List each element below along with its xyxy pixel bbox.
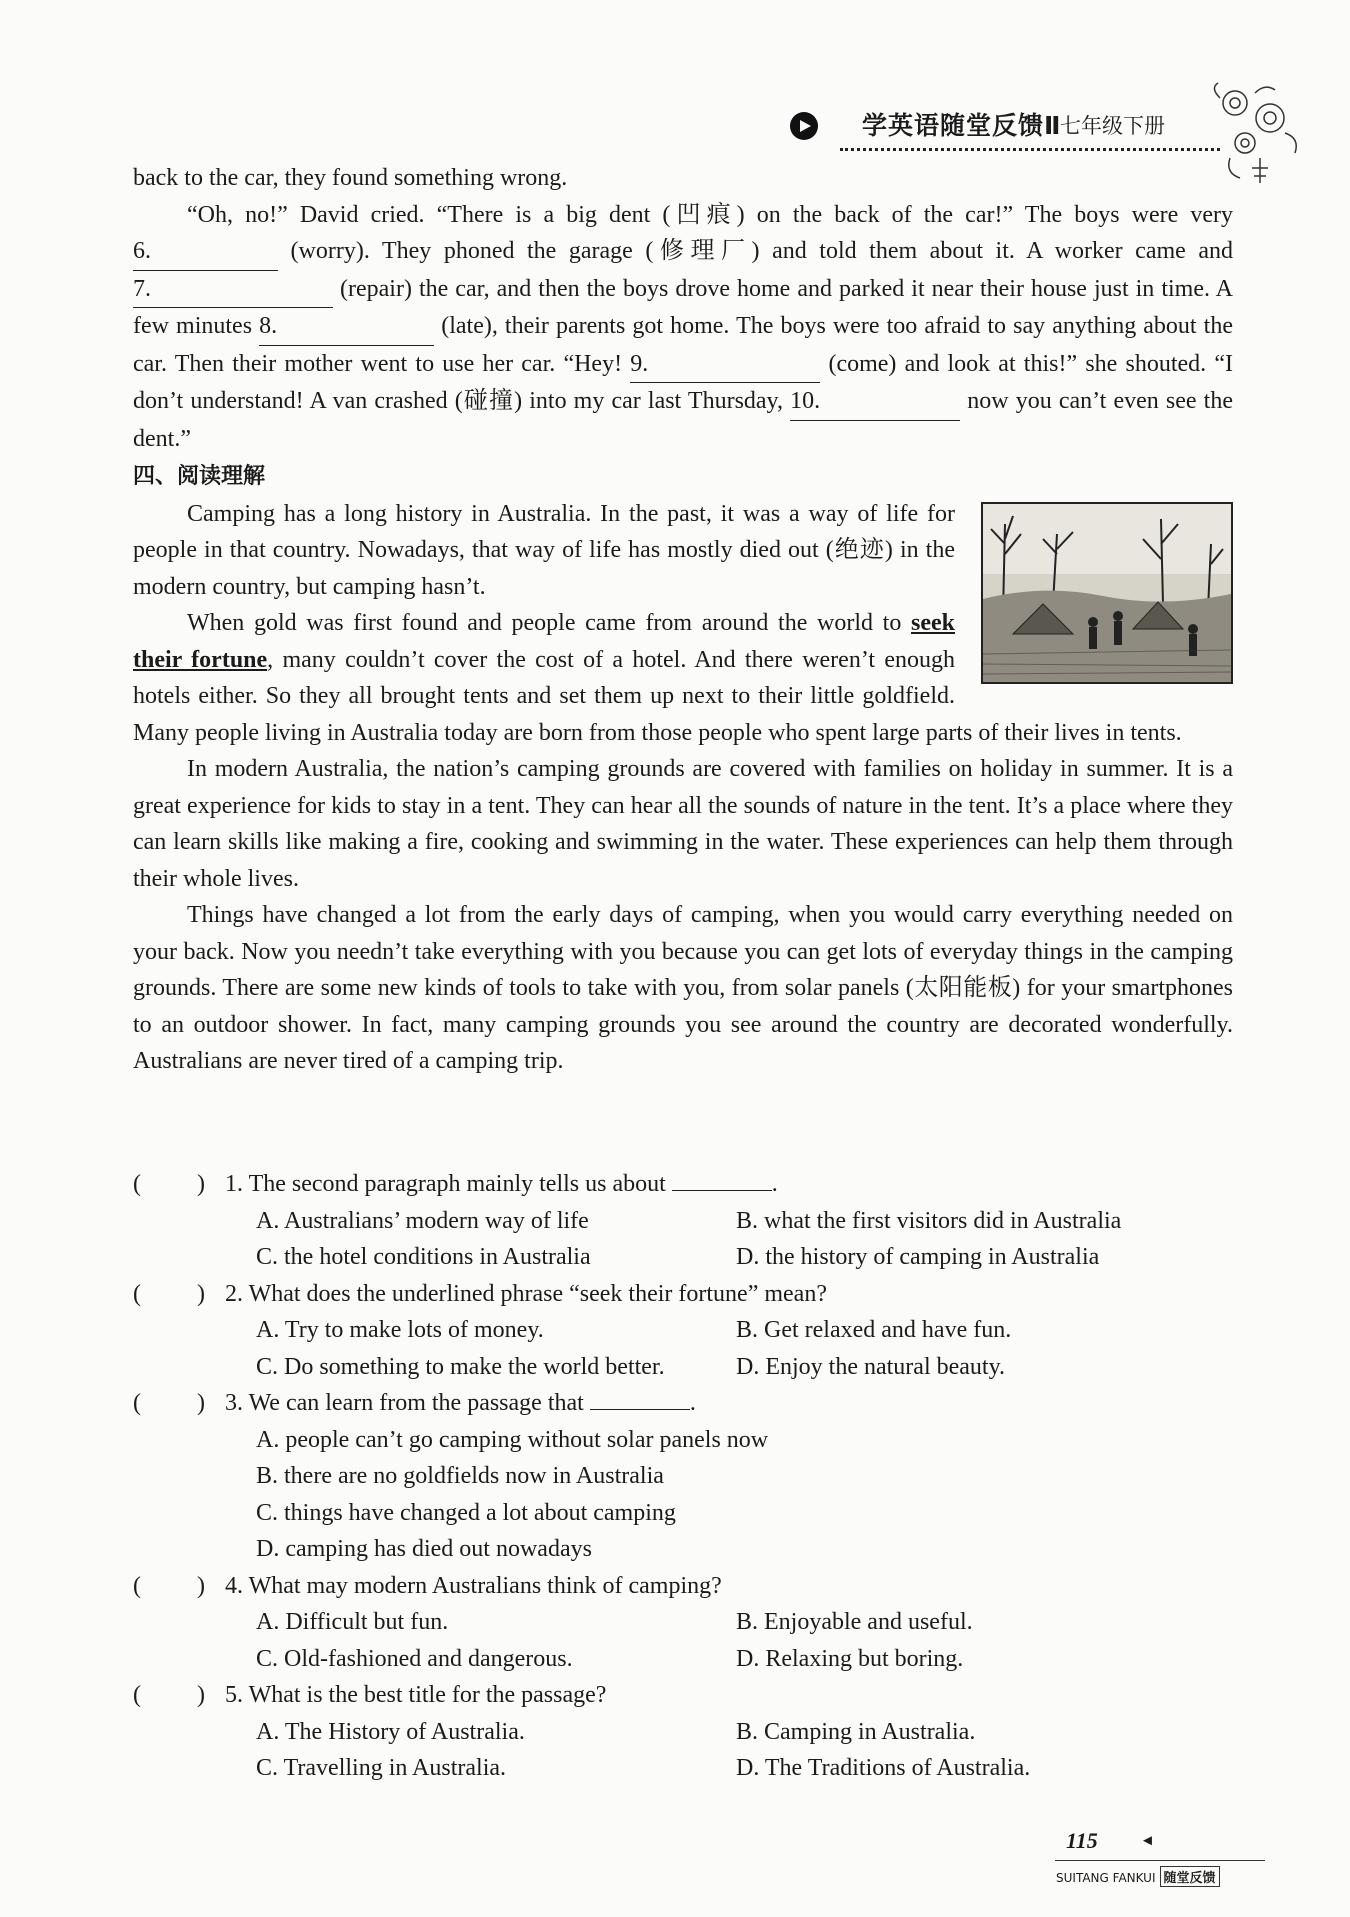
reading-passage — [133, 496, 1233, 1080]
answer-blank[interactable] — [672, 1190, 772, 1191]
main-content — [133, 160, 1233, 1080]
section-title: 四、阅读理解 — [133, 464, 266, 489]
option-c[interactable]: C. Old-fashioned and dangerous. — [256, 1645, 573, 1672]
option-b[interactable]: B. Enjoyable and useful. — [736, 1609, 973, 1635]
cloze-blank-10[interactable]: 10. — [790, 383, 960, 421]
arrow-left-icon: ◄ — [1140, 1833, 1155, 1849]
page-number: 115 — [1066, 1828, 1098, 1853]
option-d[interactable]: D. Relaxing but boring. — [736, 1645, 964, 1672]
question-stem: 1. The second paragraph mainly tells us about . — [225, 1171, 778, 1197]
option-a[interactable]: A. people can’t go camping without solar panels now — [256, 1426, 769, 1453]
option-d[interactable]: D. Enjoy the natural beauty. — [736, 1353, 1006, 1380]
cloze-blank-8[interactable]: 8. — [259, 308, 434, 346]
underlined-phrase: seek their fortune — [133, 610, 955, 673]
option-d[interactable]: D. the history of camping in Australia — [736, 1244, 1100, 1270]
option-d[interactable]: D. The Traditions of Australia. — [736, 1755, 1031, 1781]
footer-brand: SUITANG FANKUI 随堂反馈 — [1056, 1866, 1220, 1887]
question-stem: 2. What does the underlined phrase “seek their fortune” mean? — [225, 1280, 827, 1307]
option-a[interactable]: A. Australians’ modern way of life — [256, 1207, 589, 1234]
page-header — [790, 98, 1260, 168]
question-stem: 3. We can learn from the passage that . — [225, 1390, 696, 1416]
question-2: ( ) 2. What does the underlined phrase “seek their fortune” mean? — [133, 1276, 1233, 1313]
option-b[interactable]: B. Get relaxed and have fun. — [736, 1317, 1012, 1343]
cloze-blank-7[interactable]: 7. — [133, 271, 333, 309]
answer-blank[interactable] — [590, 1409, 690, 1410]
reading-paragraph-3: In modern Australia, the nation’s camping grounds are covered with families on holiday in summer. It is a great experience for kids to stay in a tent. They can hear all the sounds of nature in the tent. It’s a place where they can learn skills like making a fire, cooking and swimming in the water. These experiences can help them through their whole lives. — [133, 756, 1233, 892]
reading-paragraph-4: Things have changed a lot from the early days of camping, when you would carry everything needed on your back. Now you needn’t take everything with you because you can get lots of everyday things in the camping grounds. There are some new kinds of tools to take with you, from solar panels (太阳能板) for your smartphones to an outdoor shower. In fact, many camping grounds you see around the country are decorated wonderfully. Australians are never tired of a camping trip. — [133, 902, 1233, 1074]
option-b[interactable]: B. there are no goldfields now in Australia — [256, 1463, 664, 1489]
questions-section — [133, 1166, 1233, 1787]
question-1: ( ) 1. The second paragraph mainly tells us about . — [133, 1166, 1233, 1203]
cloze-blank-9[interactable]: 9. — [630, 346, 820, 384]
footer-divider — [1055, 1860, 1265, 1861]
reading-paragraph-2: When gold was first found and people came from around the world to seek their fortune, many couldn’t cover the cost of a hotel. And there weren’t enough hotels either. So they all brought tents and set them up next to their little goldfield. Many people living in Australia today are born from those people who spent large parts of their lives in tents. — [133, 610, 1182, 746]
option-c[interactable]: C. things have changed a lot about camping — [256, 1499, 676, 1526]
option-c[interactable]: C. the hotel conditions in Australia — [256, 1244, 591, 1270]
option-a[interactable]: A. Try to make lots of money. — [256, 1317, 544, 1343]
reading-paragraph-1: Camping has a long history in Australia. In the past, it was a way of life for people in that country. Nowadays, that way of life has mostly died out (绝迹) in the modern country, but camping hasn’t. — [133, 500, 955, 600]
question-stem: 5. What is the best title for the passage? — [225, 1682, 607, 1708]
play-icon — [790, 112, 818, 140]
book-subtitle: 七年级下册 — [1060, 114, 1165, 138]
option-b[interactable]: B. what the first visitors did in Australia — [736, 1207, 1122, 1234]
cloze-intro-line: back to the car, they found something wrong. — [133, 165, 568, 191]
option-a[interactable]: A. Difficult but fun. — [256, 1609, 449, 1635]
option-c[interactable]: C. Do something to make the world better. — [256, 1353, 665, 1380]
option-c[interactable]: C. Travelling in Australia. — [256, 1755, 507, 1781]
book-title: 学英语随堂反馈Ⅱ — [862, 111, 1062, 140]
question-4: ( ) 4. What may modern Australians think of camping? — [133, 1568, 1233, 1605]
option-d[interactable]: D. camping has died out nowadays — [256, 1536, 592, 1562]
question-stem: 4. What may modern Australians think of camping? — [225, 1572, 722, 1599]
cloze-blank-6[interactable]: 6. — [133, 233, 278, 271]
question-3: ( ) 3. We can learn from the passage that . — [133, 1385, 1233, 1422]
question-5: ( ) 5. What is the best title for the passage? — [133, 1677, 1233, 1714]
option-a[interactable]: A. The History of Australia. — [256, 1718, 525, 1745]
cloze-paragraph: “Oh, no!” David cried. “There is a big dent (凹痕) on the back of the car!” The boys were very 6. (worry). They phoned the garage (修理厂) and told them about it. A worker came and 7. (repair) the car, and then the boys drove home and parked it near their house just in time. A few minutes 8. (late), their parents got home. The boys were too afraid to say anything about the car. Then their mother went to use her car. “Hey! 9. (come) and look at this!” she shouted. “I don’t understand! A van crashed (碰撞) into my car last Thursday, 10. now you can’t even see the dent.” — [133, 201, 1233, 452]
camping-illustration — [981, 502, 1233, 684]
option-b[interactable]: B. Camping in Australia. — [736, 1718, 976, 1745]
header-divider — [840, 148, 1220, 151]
